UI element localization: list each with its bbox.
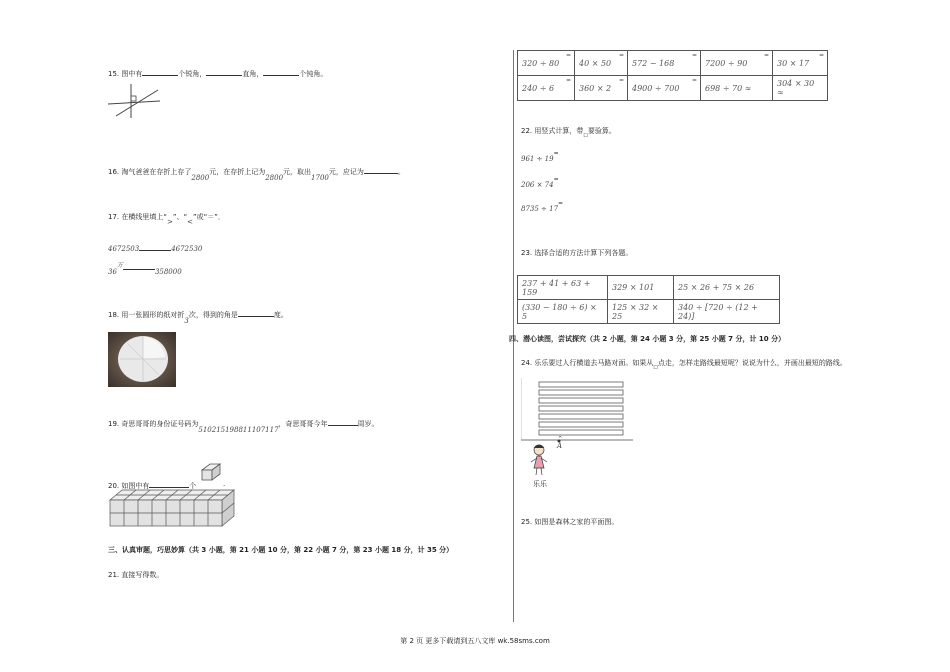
table-cell[interactable]: [674, 300, 780, 324]
answer-blank[interactable]: [142, 68, 178, 76]
table-row: [518, 51, 828, 76]
section-3-title: 三、认真审题，巧思妙算（共 3 小题，第 21 小题 10 分，第 22 小题 7 分，第 23 小题 18 分，计 35 分）: [108, 546, 454, 554]
answer-blank[interactable]: [149, 480, 189, 488]
question-15: 15. 图中有 个锐角， 直角， 个钝角。: [108, 70, 328, 78]
expression: 30 × 17: [777, 58, 810, 68]
expression: 125 × 32 × 25: [612, 302, 659, 321]
equals-sign: =: [565, 52, 571, 59]
cube-stack-figure: [108, 488, 238, 528]
expression: 304 × 30 ≈: [777, 79, 815, 97]
table-cell[interactable]: [773, 76, 828, 101]
point-a-label: ^ A: [557, 436, 563, 450]
equals-sign: =: [763, 52, 769, 59]
table-cell[interactable]: [674, 276, 780, 300]
answer-blank[interactable]: [263, 68, 299, 76]
expression: 25 × 26 + 75 × 26: [678, 283, 755, 292]
vertical-calc-1: 961 ÷ 19=: [521, 150, 559, 163]
table-cell[interactable]: [628, 51, 701, 76]
table-cell[interactable]: [701, 76, 773, 101]
table-cell[interactable]: [518, 276, 608, 300]
equals-sign: =: [691, 52, 697, 59]
vertical-calc-2: 206 × 74=: [521, 176, 559, 189]
expression: 240 ÷ 6: [522, 83, 555, 93]
table-cell[interactable]: [518, 300, 608, 324]
question-17: 17. 在横线里填上“>”、“<”或“＝”．: [108, 213, 225, 226]
expression: 40 × 50: [579, 58, 612, 68]
question-22: 22. 用竖式计算，带$_☐$要验算。: [521, 127, 616, 139]
table-row: [518, 76, 828, 101]
simplify-calc-table: [517, 275, 780, 324]
question-21: 21. 直接写得数。: [108, 571, 164, 579]
unit-cube-icon: [200, 462, 232, 490]
question-16: 16. 淘气爸爸在存折上存了2800元，在存折上记为2800元，取出1700元，应记为 。: [108, 168, 405, 182]
equals-sign: =: [618, 77, 624, 84]
question-23: 23. 选择合适的方法计算下列各题。: [521, 249, 633, 257]
table-cell[interactable]: [575, 76, 628, 101]
expression: 237 + 41 + 63 + 159: [522, 278, 591, 297]
answer-blank[interactable]: [139, 243, 171, 251]
page-footer: 第 2 页 更多下载请到五八文库 wk.58sms.com: [400, 637, 550, 645]
angle-figure: [108, 82, 164, 120]
expression: 7200 ÷ 90: [705, 58, 748, 68]
table-cell[interactable]: [608, 300, 674, 324]
question-20-end: .: [223, 480, 226, 488]
vertical-calc-3: 8735 ÷ 17=: [521, 200, 564, 213]
answer-blank[interactable]: [364, 166, 398, 174]
equals-sign: =: [691, 77, 697, 84]
question-20: 20. 如图中有 个: [108, 482, 197, 490]
equals-sign: =: [565, 77, 571, 84]
compare-row-1: 4672503 4672530: [108, 245, 203, 253]
expression: 320 ÷ 80: [522, 58, 560, 68]
question-19: 19. 奇思哥哥的身份证号码为510215198811107117，奇思哥哥今年 周岁。: [108, 420, 379, 434]
table-cell[interactable]: [575, 51, 628, 76]
equals-sign: =: [818, 52, 824, 59]
lele-label: 乐乐: [533, 480, 547, 488]
answer-blank[interactable]: [238, 309, 274, 317]
expression: 340 ÷ [720 ÷ (12 + 24)]: [678, 302, 758, 321]
table-row: [518, 300, 780, 324]
expression: (330 − 180 ÷ 6) × 5: [522, 302, 597, 321]
mental-math-table: [517, 50, 828, 101]
answer-blank[interactable]: [328, 418, 358, 426]
question-24: 24. 乐乐要过人行横道去马路对面。如果从$_☐$点走，怎样走路线最短呢？说说为什么，并画出最短的路线。: [521, 359, 847, 371]
answer-blank[interactable]: [123, 262, 155, 270]
expression: 572 − 168: [632, 58, 675, 68]
table-cell[interactable]: [608, 276, 674, 300]
table-cell[interactable]: [518, 51, 575, 76]
folded-paper-photo: [108, 332, 176, 387]
table-cell[interactable]: [773, 51, 828, 76]
expression: 329 × 101: [612, 283, 655, 292]
table-row: [518, 276, 780, 300]
expression: 360 × 2: [579, 83, 612, 93]
question-18: 18. 用一张圆形的纸对折3次，得到的角是 度。: [108, 311, 288, 325]
table-cell[interactable]: [628, 76, 701, 101]
equals-sign: =: [618, 52, 624, 59]
expression: 4900 ÷ 700: [632, 83, 680, 93]
answer-blank[interactable]: [206, 68, 242, 76]
question-25: 25. 如图是森林之家的平面图。: [521, 518, 619, 526]
section-4-title: 四、潜心读图，尝试探究（共 2 小题，第 24 小题 3 分，第 25 小题 7 分，计 10 分）: [509, 335, 786, 343]
expression: 698 ÷ 70 ≈: [705, 83, 752, 93]
compare-row-2: 36万358000: [108, 262, 182, 276]
crosswalk-figure: [521, 378, 633, 488]
table-cell[interactable]: [701, 51, 773, 76]
table-cell[interactable]: [518, 76, 575, 101]
